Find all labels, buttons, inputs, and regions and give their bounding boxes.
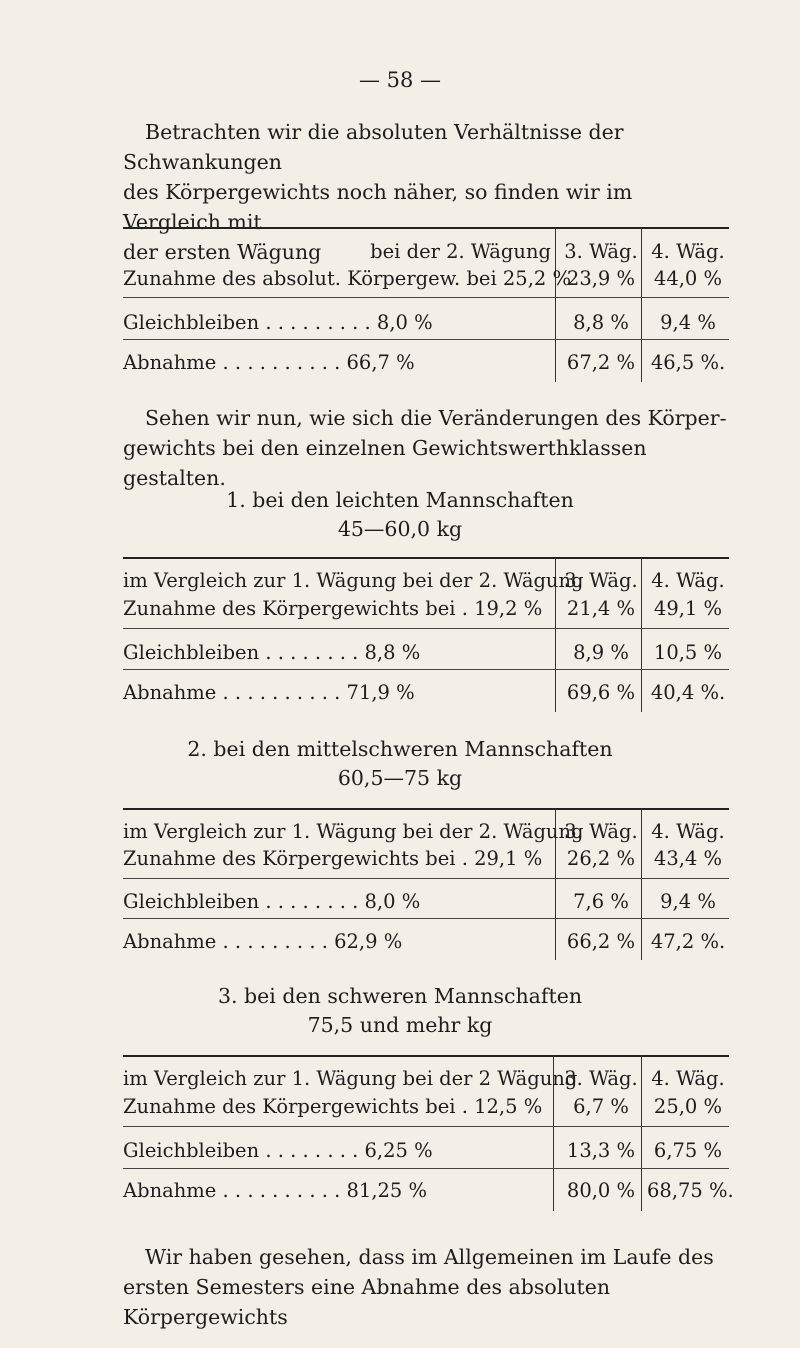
col3-header: 3. Wäg. — [564, 820, 638, 843]
row-gleichbleiben-col3: 8,9 % — [573, 641, 629, 664]
table-medium — [123, 808, 729, 968]
row-abnahme-col4: 47,2 %. — [650, 930, 726, 953]
intro-line: Betrachten wir die absoluten Verhältnisse der Schwankungen — [123, 120, 624, 174]
table-header-1: im Vergleich zur 1. Wägung bei der 2. Wägung — [123, 820, 584, 843]
outro-line: ersten Semesters eine Abnahme des absoluten Körpergewichts — [123, 1275, 611, 1329]
table-header-1: bei der 2. Wägung — [370, 240, 551, 263]
row-abnahme-col4: 46,5 %. — [650, 351, 726, 374]
page-number: — 58 — — [358, 68, 442, 92]
col3-header: 3. Wäg. — [564, 569, 638, 592]
outro-line: Wir haben gesehen, dass im Allgemeinen im Laufe des — [145, 1245, 714, 1269]
section-heading-light — [0, 486, 800, 544]
table-header-2: Zunahme des Körpergewichts bei . 19,2 % — [123, 597, 543, 620]
middle-paragraph — [123, 403, 729, 493]
row-gleichbleiben-col4: 9,4 % — [660, 890, 716, 913]
table-header-1: im Vergleich zur 1. Wägung bei der 2 Wägung — [123, 1067, 578, 1090]
row-abnahme-col3: 66,2 % — [566, 930, 636, 953]
table-header-1: im Vergleich zur 1. Wägung bei der 2. Wägung — [123, 569, 584, 592]
row-abnahme: Abnahme . . . . . . . . . . 81,25 % — [123, 1179, 428, 1202]
col4-header: 4. Wäg. — [651, 569, 725, 592]
section-range: 75,5 und mehr kg — [307, 1013, 493, 1037]
section-title: 2. bei den mittelschweren Mannschaften — [187, 737, 613, 761]
col3-value: 6,7 % — [573, 1095, 629, 1118]
row-abnahme: Abnahme . . . . . . . . . . 71,9 % — [123, 681, 415, 704]
row-gleichbleiben-col3: 13,3 % — [566, 1139, 636, 1162]
row-abnahme-col4: 68,75 %. — [647, 1179, 734, 1202]
col3-value: 21,4 % — [566, 597, 636, 620]
row-gleichbleiben: Gleichbleiben . . . . . . . . 8,0 % — [123, 890, 421, 913]
section-range: 60,5—75 kg — [337, 766, 463, 790]
section-range: 45—60,0 kg — [337, 517, 463, 541]
table-heavy — [123, 1055, 734, 1215]
col4-value: 44,0 % — [653, 267, 723, 290]
row-gleichbleiben: Gleichbleiben . . . . . . . . 8,8 % — [123, 641, 421, 664]
col3-header: 3. Wäg. — [564, 240, 638, 263]
row-gleichbleiben-col3: 8,8 % — [573, 311, 629, 334]
col3-value: 26,2 % — [566, 847, 636, 870]
table-header-2: Zunahme des Körpergewichts bei . 29,1 % — [123, 847, 543, 870]
section-heading-heavy — [0, 982, 800, 1040]
row-gleichbleiben: Gleichbleiben . . . . . . . . 6,25 % — [123, 1139, 433, 1162]
row-gleichbleiben-col4: 6,75 % — [653, 1139, 723, 1162]
row-abnahme-col3: 67,2 % — [566, 351, 636, 374]
row-abnahme-col4: 40,4 %. — [650, 681, 726, 704]
row-abnahme-col3: 80,0 % — [566, 1179, 636, 1202]
table-light — [123, 557, 729, 717]
section-title: 1. bei den leichten Mannschaften — [226, 488, 574, 512]
col4-value: 49,1 % — [653, 597, 723, 620]
intro-line: des Körpergewichts noch näher, so finden wir im Vergleich mit — [123, 180, 633, 234]
middle-line: Sehen wir nun, wie sich die Veränderungen des Körper- — [145, 406, 727, 430]
intro-line: der ersten Wägung — [123, 240, 322, 264]
row-abnahme: Abnahme . . . . . . . . . 62,9 % — [123, 930, 403, 953]
section-heading-medium — [0, 735, 800, 793]
row-abnahme: Abnahme . . . . . . . . . . 66,7 % — [123, 351, 415, 374]
col3-value: 23,9 % — [566, 267, 636, 290]
outro-paragraph — [123, 1242, 729, 1332]
table-header-2: Zunahme des absolut. Körpergew. bei 25,2 % — [123, 267, 572, 290]
row-gleichbleiben-col3: 7,6 % — [573, 890, 629, 913]
col4-value: 43,4 % — [653, 847, 723, 870]
col3-header: 3. Wäg. — [564, 1067, 638, 1090]
row-gleichbleiben-col4: 10,5 % — [653, 641, 723, 664]
section-title: 3. bei den schweren Mannschaften — [217, 984, 583, 1008]
row-gleichbleiben-col4: 9,4 % — [660, 311, 716, 334]
table-header-2: Zunahme des Körpergewichts bei . 12,5 % — [123, 1095, 543, 1118]
col4-value: 25,0 % — [653, 1095, 723, 1118]
col4-header: 4. Wäg. — [651, 1067, 725, 1090]
col4-header: 4. Wäg. — [651, 820, 725, 843]
row-gleichbleiben: Gleichbleiben . . . . . . . . . 8,0 % — [123, 311, 433, 334]
middle-line: gewichts bei den einzelnen Gewichtswerthklassen gestalten. — [123, 436, 647, 490]
row-abnahme-col3: 69,6 % — [566, 681, 636, 704]
table-overall — [123, 227, 729, 387]
col4-header: 4. Wäg. — [651, 240, 725, 263]
